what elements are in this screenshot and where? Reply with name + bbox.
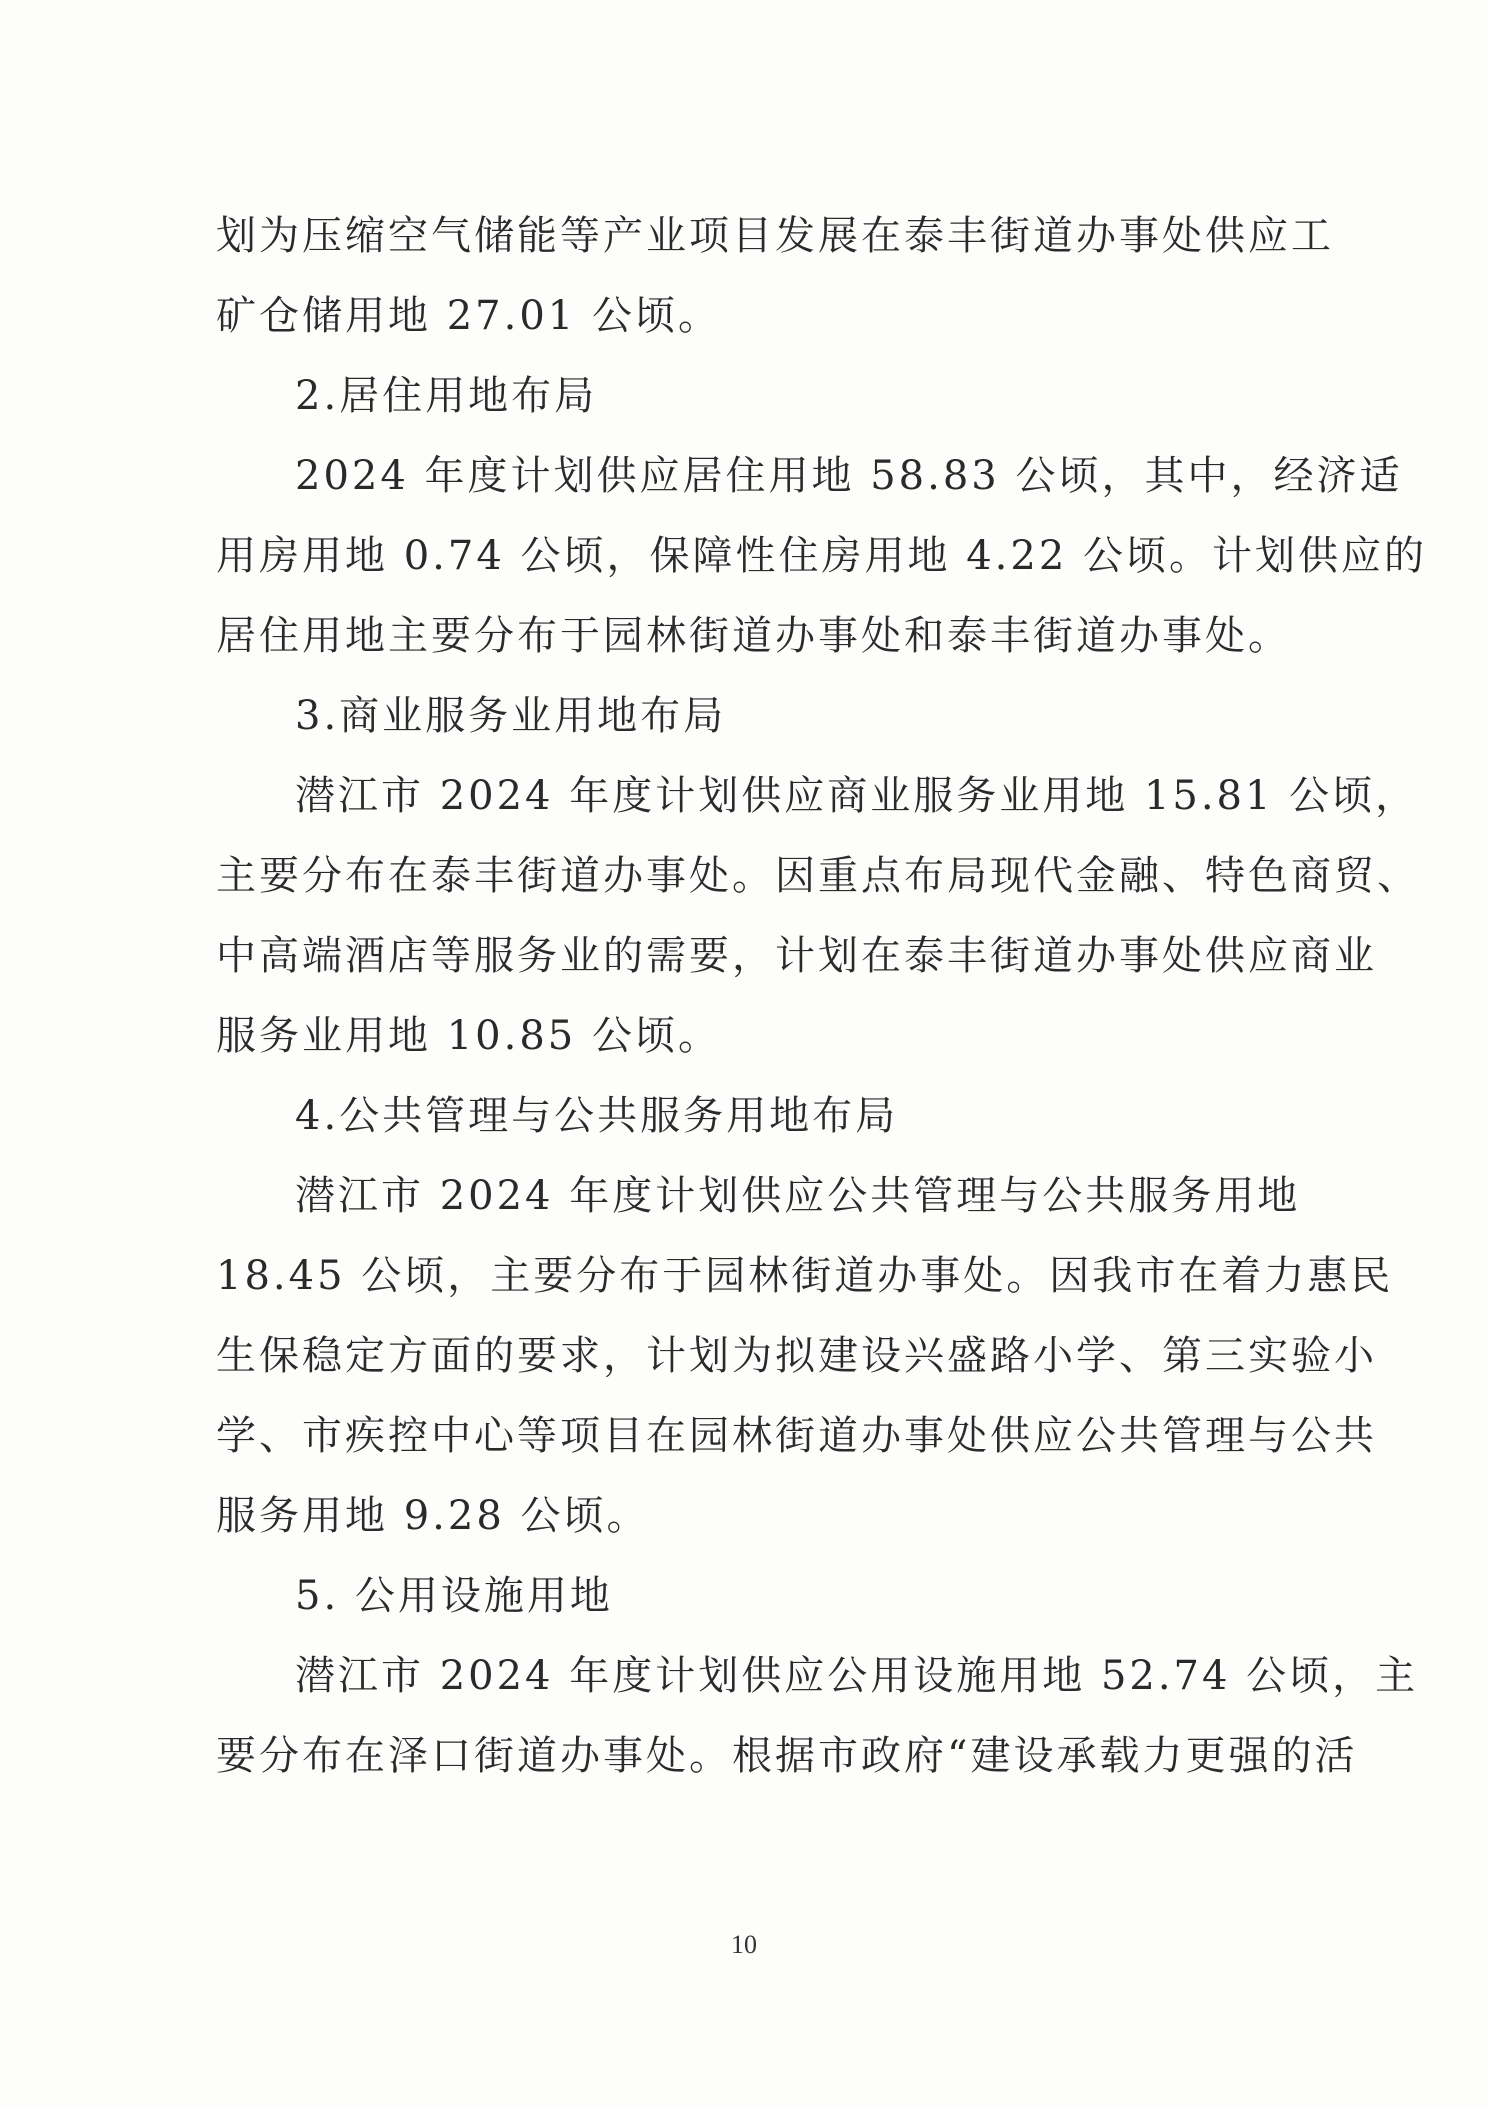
- body-line: 18.45 公顷，主要分布于园林街道办事处。因我市在着力惠民: [216, 1253, 1394, 1299]
- body-line: 2024 年度计划供应居住用地 58.83 公顷，其中，经济适: [295, 453, 1403, 499]
- section-heading: 2.居住用地布局: [295, 373, 598, 419]
- body-line: 学、市疾控中心等项目在园林街道办事处供应公共管理与公共: [216, 1413, 1377, 1459]
- section-heading: 4.公共管理与公共服务用地布局: [295, 1093, 899, 1139]
- body-line: 潜江市 2024 年度计划供应公共管理与公共服务用地: [295, 1173, 1301, 1219]
- body-line: 中高端酒店等服务业的需要，计划在泰丰街道办事处供应商业: [216, 933, 1377, 979]
- section-heading: 3.商业服务业用地布局: [295, 693, 727, 739]
- section-heading: 5. 公用设施用地: [295, 1573, 613, 1619]
- body-line: 矿仓储用地 27.01 公顷。: [216, 293, 721, 339]
- body-line: 服务用地 9.28 公顷。: [216, 1493, 650, 1539]
- body-line: 潜江市 2024 年度计划供应公用设施用地 52.74 公顷，主: [295, 1653, 1419, 1699]
- body-line: 居住用地主要分布于园林街道办事处和泰丰街道办事处。: [216, 613, 1291, 659]
- body-line: 划为压缩空气储能等产业项目发展在泰丰街道办事处供应工: [216, 213, 1334, 259]
- body-line: 服务业用地 10.85 公顷。: [216, 1013, 721, 1059]
- page-number: 10: [731, 1930, 757, 1959]
- body-line: 潜江市 2024 年度计划供应商业服务业用地 15.81 公顷，: [295, 773, 1419, 819]
- body-line: 生保稳定方面的要求，计划为拟建设兴盛路小学、第三实验小: [216, 1333, 1377, 1379]
- body-line: 要分布在泽口街道办事处。根据市政府“建设承载力更强的活: [216, 1733, 1358, 1779]
- body-line: 用房用地 0.74 公顷，保障性住房用地 4.22 公顷。计划供应的: [216, 533, 1427, 579]
- body-line: 主要分布在泰丰街道办事处。因重点布局现代金融、特色商贸、: [216, 853, 1420, 899]
